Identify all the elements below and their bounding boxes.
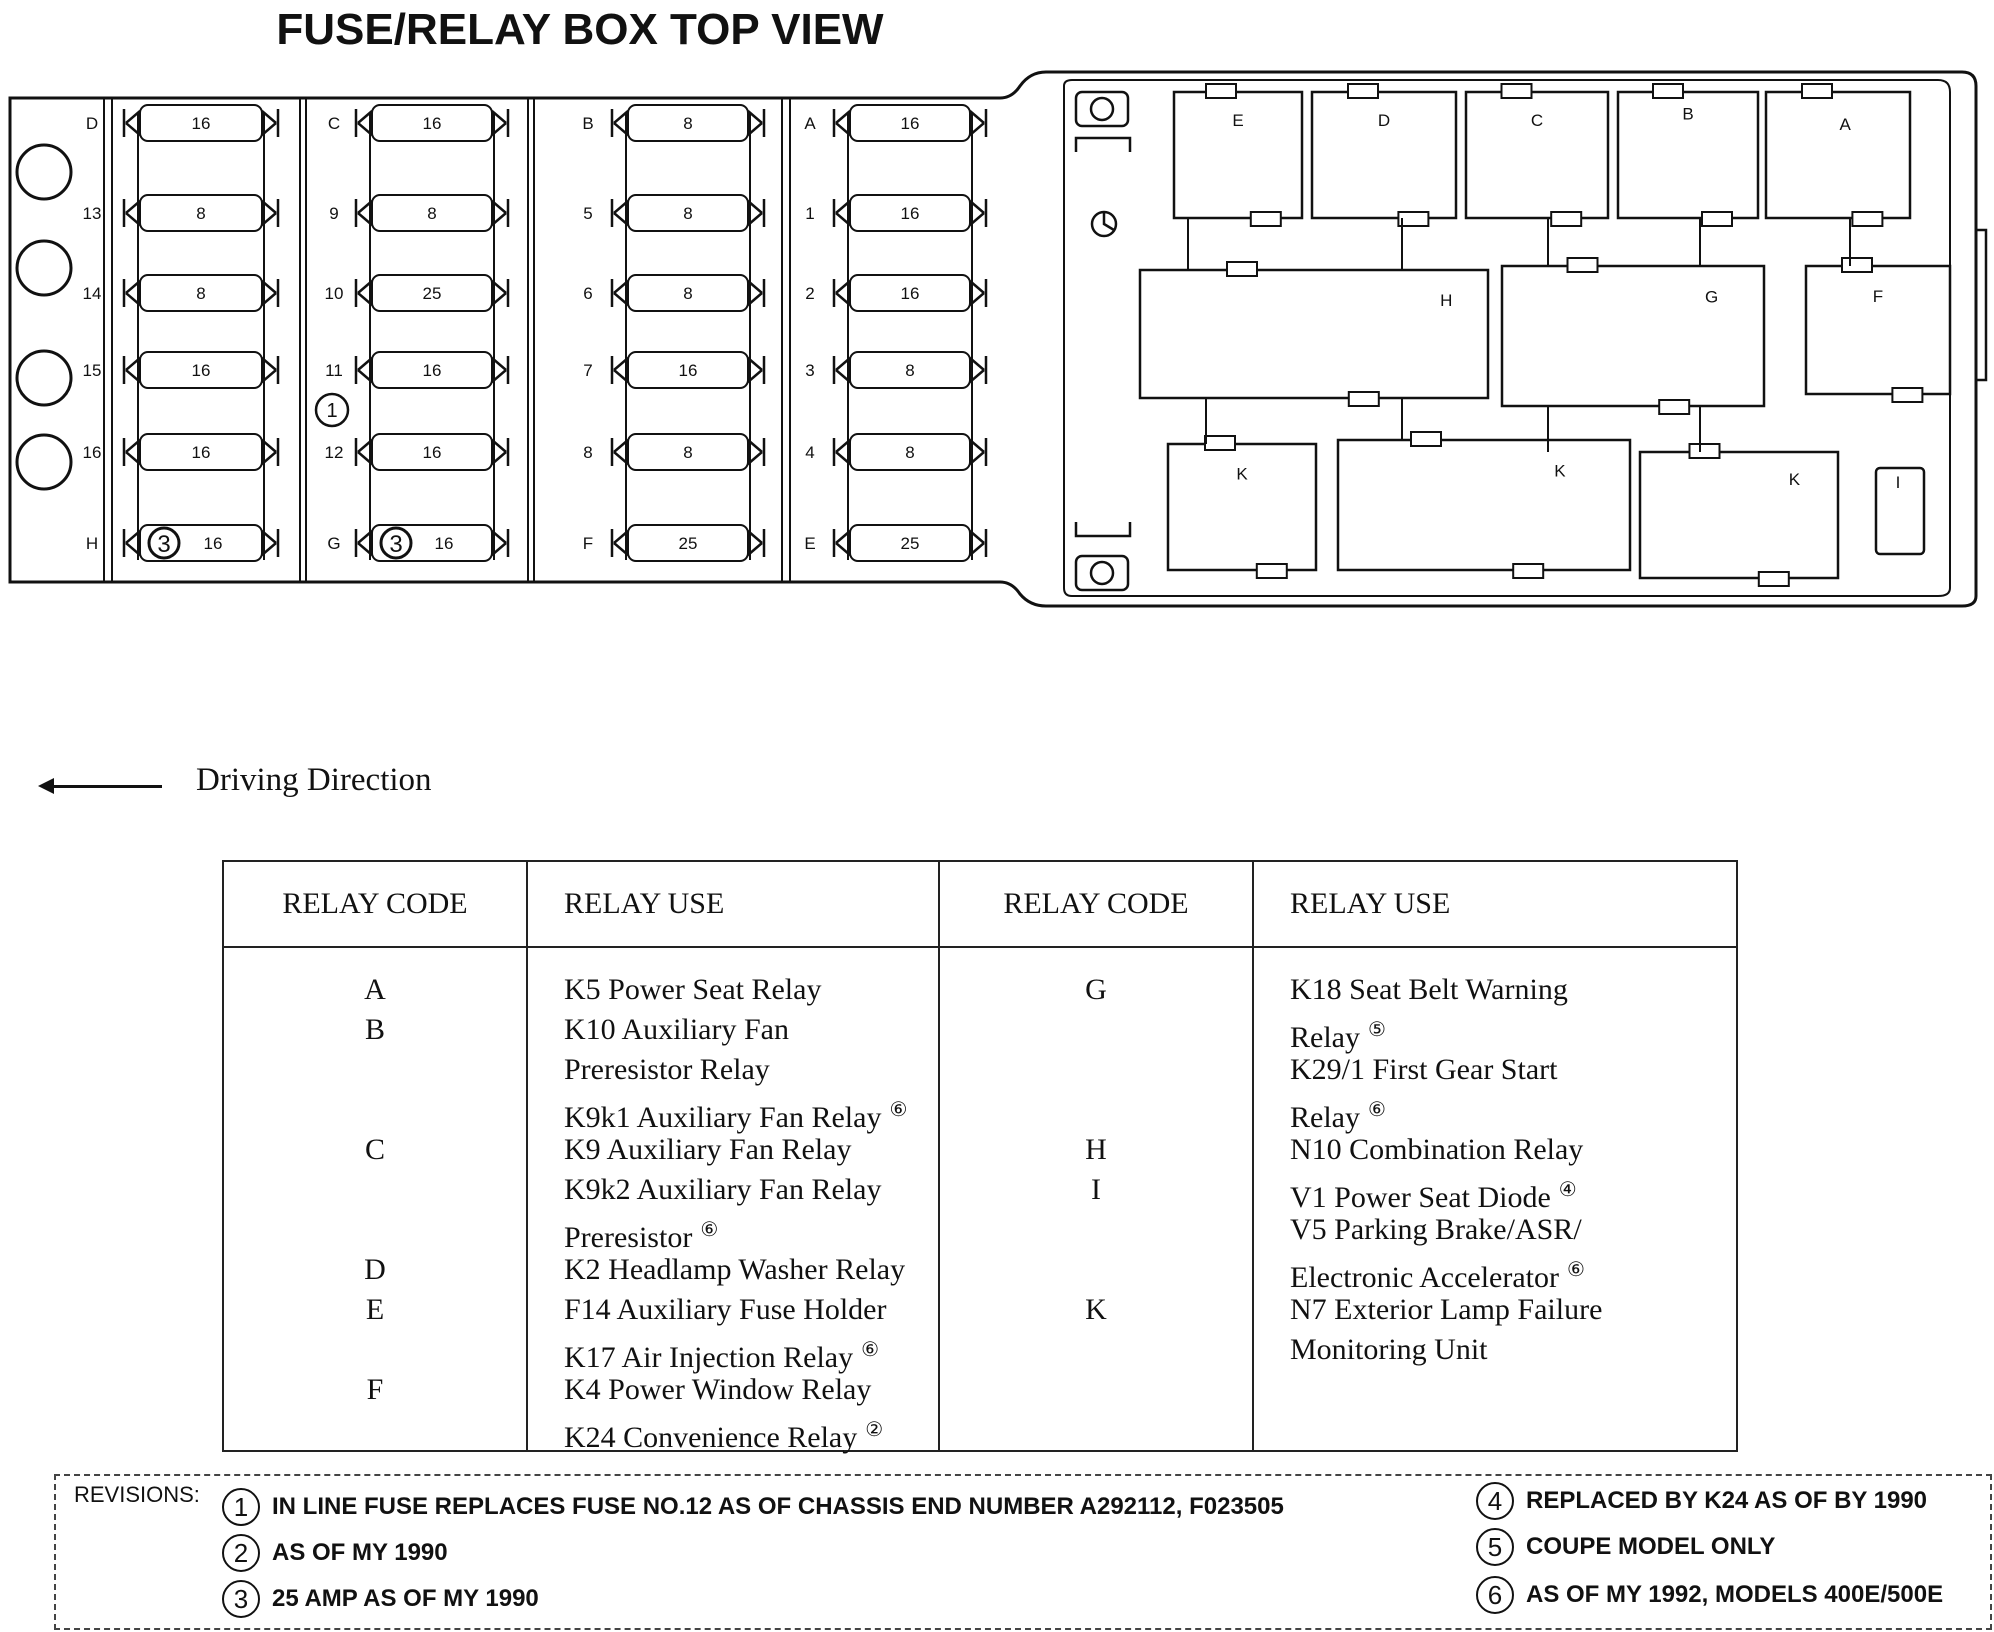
- fuse-position-label: 10: [324, 284, 344, 303]
- relay-use-text: Monitoring Unit: [1290, 1333, 1488, 1366]
- relay-use-text: F14 Auxiliary Fuse Holder: [564, 1293, 887, 1326]
- fuse-position-label: D: [85, 114, 99, 133]
- relay: [1466, 84, 1608, 226]
- relay: [1502, 258, 1764, 414]
- fuse: [583, 275, 764, 311]
- fuse: [583, 434, 764, 470]
- relay-code: C: [364, 1133, 385, 1166]
- relay: [1618, 84, 1758, 226]
- fuse: [805, 434, 986, 470]
- fuse-position-label: A: [804, 114, 816, 133]
- revision-number: 3: [222, 1580, 260, 1618]
- fuse-amp-value: 25: [422, 284, 442, 303]
- relay-use-text: V5 Parking Brake/ASR/: [1290, 1213, 1582, 1246]
- fuse-amp-value: 16: [191, 361, 211, 380]
- relay-body: [1766, 92, 1910, 218]
- fuse-slot-circle: [17, 145, 71, 199]
- fuse-amp-value: 16: [900, 204, 920, 223]
- relay-use: [564, 1250, 918, 1290]
- relay-code: G: [1085, 973, 1107, 1006]
- revision-item: [222, 1580, 539, 1618]
- fuse-slot-circle: [17, 435, 71, 489]
- relay-code: [960, 1050, 1232, 1090]
- relay-use: [564, 1330, 918, 1374]
- relay: [1338, 432, 1630, 578]
- relay-code: A: [364, 973, 386, 1006]
- revision-note-marker: ⑥: [1367, 1099, 1386, 1121]
- fuse-position-label: 5: [583, 204, 593, 223]
- relay-use-text: K5 Power Seat Relay: [564, 973, 822, 1006]
- revision-text: IN LINE FUSE REPLACES FUSE NO.12 AS OF CHASSIS END NUMBER A292112, F023505: [272, 1493, 1284, 1520]
- revision-text: COUPE MODEL ONLY: [1526, 1533, 1776, 1560]
- relay-use: [1290, 1250, 1716, 1294]
- relay-use: [564, 1170, 918, 1210]
- revision-note-marker: ④: [1558, 1179, 1577, 1201]
- fuse-amp-value: 25: [900, 534, 920, 553]
- relay-label: D: [1377, 111, 1391, 131]
- relay: [1174, 84, 1302, 226]
- relay-use: [1290, 1170, 1716, 1214]
- relay-use-text: K18 Seat Belt Warning: [1290, 973, 1568, 1006]
- relay-terminal: [1702, 212, 1732, 226]
- right-code-column: [939, 947, 1253, 1451]
- relay-code: B: [364, 1013, 385, 1046]
- fuse-amp-value: 16: [900, 114, 920, 133]
- fuse-position-label: E: [804, 534, 816, 553]
- revision-text: AS OF MY 1990: [272, 1539, 448, 1566]
- fuse-amp-value: 8: [196, 284, 206, 303]
- relay-body: [1640, 452, 1838, 578]
- relay-use-text: Preresistor Relay: [564, 1053, 770, 1086]
- relay-terminal: [1227, 262, 1257, 276]
- relay-use: [1290, 970, 1716, 1010]
- relay-terminal: [1690, 444, 1720, 458]
- relay-label: K: [1554, 461, 1566, 481]
- fuse-position-label: G: [327, 534, 341, 553]
- fuse-amp-value: 16: [422, 443, 442, 462]
- relay-use: [564, 1370, 918, 1410]
- revision-number: 5: [1476, 1528, 1514, 1566]
- relay-terminal: [1257, 564, 1287, 578]
- fuse: [804, 105, 986, 141]
- fuse-amp-value: 16: [678, 361, 698, 380]
- fuse: [805, 195, 986, 231]
- fuse-amp-value: 8: [905, 443, 915, 462]
- relay-terminal: [1842, 258, 1872, 272]
- relay-use-text: K9k1 Auxiliary Fan Relay: [564, 1101, 882, 1134]
- relay-use: [564, 1090, 918, 1134]
- relay-terminal: [1852, 212, 1882, 226]
- relay-terminal: [1568, 258, 1598, 272]
- relay-code: [960, 1090, 1232, 1130]
- fuse-amp-value: 8: [683, 443, 693, 462]
- fuse-amp-value: 16: [203, 534, 223, 553]
- relay-label: K: [1236, 464, 1248, 484]
- relay-terminal: [1759, 572, 1789, 586]
- relay-code: [244, 1090, 506, 1130]
- relay-use-text: Preresistor: [564, 1221, 693, 1254]
- fuse-position-label: 16: [82, 443, 102, 462]
- relay-code: E: [365, 1293, 385, 1326]
- fuse: [805, 275, 986, 311]
- relay-use-header: RELAY USE: [527, 861, 939, 947]
- relay-code: [244, 1210, 506, 1250]
- fuse-position-label: 13: [82, 204, 102, 223]
- fuse-position-label: 1: [805, 204, 815, 223]
- relay-terminal: [1802, 84, 1832, 98]
- relay-use-text: N7 Exterior Lamp Failure: [1290, 1293, 1603, 1326]
- relay-code: I: [1091, 1173, 1101, 1206]
- fuse: [804, 525, 986, 561]
- relay-body: [1806, 266, 1950, 394]
- relay-code: [960, 1330, 1232, 1370]
- inline-fuse-marker-number: 1: [326, 400, 338, 422]
- fuse: [86, 525, 278, 561]
- revision-text: 25 AMP AS OF MY 1990: [272, 1585, 539, 1612]
- relay-label: B: [1682, 104, 1694, 124]
- relay-use: [1290, 1330, 1716, 1370]
- relay-body: [1338, 440, 1630, 570]
- relay: [1766, 84, 1910, 226]
- fuse-amp-value: 16: [191, 443, 211, 462]
- relay-terminal: [1349, 392, 1379, 406]
- relay-use: [1290, 1290, 1716, 1330]
- relay-label: C: [1530, 111, 1544, 131]
- fuse: [583, 195, 764, 231]
- fuse-slot-circle: [17, 351, 71, 405]
- relay-code: [244, 1170, 506, 1210]
- revision-number: 6: [1476, 1576, 1514, 1614]
- relay-body: [1502, 266, 1764, 406]
- relay-use: [564, 1010, 918, 1050]
- relay-code-header: RELAY CODE: [223, 861, 527, 947]
- fuse-amp-value: 8: [683, 114, 693, 133]
- relay-use-header: RELAY USE: [1253, 861, 1737, 947]
- fuse-amp-value: 25: [678, 534, 698, 553]
- fuse: [325, 434, 508, 470]
- relay-terminal: [1551, 212, 1581, 226]
- fuse-position-label: 3: [805, 361, 815, 380]
- fuse-relay-box-diagram: [0, 0, 1994, 620]
- relay-use: [564, 970, 918, 1010]
- revision-number: 2: [222, 1534, 260, 1572]
- relay-use: [1290, 1010, 1716, 1054]
- relay-use: [564, 1210, 918, 1254]
- fuse: [327, 525, 508, 561]
- fuse-amp-value: 8: [427, 204, 437, 223]
- relay: [1640, 444, 1838, 586]
- left-code-column: [223, 947, 527, 1451]
- relay-use-text: V1 Power Seat Diode: [1290, 1181, 1551, 1214]
- revision-3-marker-number: 3: [389, 531, 403, 558]
- relay-use-text: K17 Air Injection Relay: [564, 1341, 854, 1374]
- fuse-slot-circle: [17, 241, 71, 295]
- fuse-position-label: 2: [805, 284, 815, 303]
- revision-note-marker: ⑥: [1567, 1259, 1585, 1281]
- fuse-position-label: 8: [583, 443, 593, 462]
- revision-text: REPLACED BY K24 AS OF BY 1990: [1526, 1487, 1928, 1514]
- revision-item: [222, 1488, 1284, 1526]
- relay-terminal: [1348, 84, 1378, 98]
- revision-item: [1476, 1528, 1775, 1566]
- relay-use-text: K29/1 First Gear Start: [1290, 1053, 1558, 1086]
- relay-code: [244, 1330, 506, 1370]
- relay-use: [1290, 1050, 1716, 1090]
- fuse: [329, 195, 508, 231]
- relay: [1312, 84, 1456, 226]
- fuse-position-label: 6: [583, 284, 593, 303]
- relay-label: K: [1788, 469, 1801, 489]
- revision-item: [222, 1534, 448, 1572]
- relay-use: [564, 1130, 918, 1170]
- relay-label: H: [1440, 290, 1453, 310]
- fuse-amp-value: 8: [683, 284, 693, 303]
- driving-direction-label: Driving Direction: [196, 762, 432, 798]
- relay-label: I: [1895, 473, 1901, 492]
- relay: [1140, 262, 1488, 406]
- driving-direction-arrow: [50, 785, 162, 788]
- revision-item: [1476, 1576, 1943, 1614]
- fuse: [325, 352, 508, 388]
- relay-terminal: [1411, 432, 1441, 446]
- relay-terminal: [1502, 84, 1532, 98]
- revision-number: 4: [1476, 1482, 1514, 1520]
- fuse-amp-value: 8: [196, 204, 206, 223]
- revision-3-marker-number: 3: [157, 531, 171, 558]
- fuse-position-label: 7: [583, 361, 593, 380]
- relay-terminal: [1205, 436, 1235, 450]
- relay-code: [244, 1410, 506, 1450]
- relay-code: K: [1085, 1293, 1107, 1326]
- relay-code: [244, 1050, 506, 1090]
- fuse: [583, 525, 764, 561]
- fuse: [86, 105, 278, 141]
- relay-use-text: Electronic Accelerator: [1290, 1261, 1560, 1294]
- relay-use-text: K10 Auxiliary Fan: [564, 1013, 789, 1046]
- fuse-position-label: 12: [324, 443, 344, 462]
- revision-note-marker: ⑤: [1367, 1019, 1386, 1041]
- relay-use: [564, 1290, 918, 1330]
- fuse-position-label: 9: [329, 204, 339, 223]
- revisions-box: [54, 1474, 1992, 1630]
- diagram-title: FUSE/RELAY BOX TOP VIEW: [276, 5, 884, 54]
- relay-code: D: [364, 1253, 386, 1286]
- fuse: [328, 105, 508, 141]
- fuse-amp-value: 8: [683, 204, 693, 223]
- relay-terminal: [1659, 400, 1689, 414]
- relay-terminal: [1653, 84, 1683, 98]
- relay-use-text: K2 Headlamp Washer Relay: [564, 1253, 906, 1286]
- fuse: [325, 275, 508, 311]
- relay-use: [1290, 1210, 1716, 1250]
- revision-number: 1: [222, 1488, 260, 1526]
- fuse-amp-value: 16: [434, 534, 454, 553]
- relay-terminal: [1892, 388, 1922, 402]
- fuse-position-label: C: [327, 114, 341, 133]
- fuse-position-label: 11: [325, 361, 343, 380]
- relay-code-header: RELAY CODE: [939, 861, 1253, 947]
- fuse-amp-value: 16: [422, 361, 442, 380]
- fuse: [583, 352, 764, 388]
- fuse-amp-value: 8: [905, 361, 915, 380]
- revisions-label: REVISIONS:: [74, 1482, 200, 1507]
- revision-item: [1476, 1482, 1927, 1520]
- relay-label: G: [1704, 287, 1719, 307]
- revision-note-marker: ⑥: [889, 1099, 908, 1121]
- left-use-column: [527, 947, 939, 1454]
- right-use-column: [1253, 947, 1737, 1451]
- relay-code: [960, 1210, 1232, 1250]
- relay-use: [564, 1050, 918, 1090]
- fuse-position-label: 15: [82, 361, 102, 380]
- relay-use-text: K9 Auxiliary Fan Relay: [564, 1133, 852, 1166]
- revision-note-marker: ②: [865, 1419, 884, 1441]
- fuse-amp-value: 16: [900, 284, 920, 303]
- relay-body: [1140, 270, 1488, 398]
- relay-code: [960, 1250, 1232, 1290]
- relay-terminal: [1206, 84, 1236, 98]
- relay-use: [564, 1410, 918, 1454]
- relay-use-text: K4 Power Window Relay: [564, 1373, 872, 1406]
- fuse-position-label: 4: [805, 443, 815, 462]
- relay: [1168, 436, 1316, 578]
- relay-use-text: K9k2 Auxiliary Fan Relay: [564, 1173, 882, 1206]
- relay-code: F: [366, 1373, 384, 1406]
- relay-use-text: Relay: [1290, 1101, 1360, 1134]
- revision-text: AS OF MY 1992, MODELS 400E/500E: [1526, 1581, 1944, 1608]
- relay-table: [222, 860, 1738, 1452]
- relay-code: [960, 1010, 1232, 1050]
- relay-use-text: Relay: [1290, 1021, 1360, 1054]
- fuse-amp-value: 16: [422, 114, 442, 133]
- relay: [1806, 258, 1950, 402]
- revision-note-marker: ⑥: [861, 1339, 880, 1361]
- fuse-position-label: 14: [82, 284, 102, 303]
- fuse-position-label: F: [582, 534, 594, 553]
- relay-terminal: [1251, 212, 1281, 226]
- revision-note-marker: ⑥: [700, 1219, 719, 1241]
- fuse: [582, 105, 764, 141]
- relay-terminal: [1513, 564, 1543, 578]
- relay-use: [1290, 1130, 1716, 1170]
- relay-body: [1168, 444, 1316, 570]
- relay-label: A: [1839, 114, 1851, 134]
- relay-use-text: N10 Combination Relay: [1290, 1133, 1584, 1166]
- fuse: [805, 352, 986, 388]
- fuse-position-label: B: [582, 114, 594, 133]
- relay-code: H: [1085, 1133, 1107, 1166]
- relay-use-text: K24 Convenience Relay: [564, 1421, 858, 1454]
- relay-use: [1290, 1090, 1716, 1134]
- relay-label: F: [1872, 286, 1884, 306]
- fuse-position-label: H: [85, 534, 99, 553]
- relay-label: E: [1232, 111, 1244, 131]
- fuse-amp-value: 16: [191, 114, 211, 133]
